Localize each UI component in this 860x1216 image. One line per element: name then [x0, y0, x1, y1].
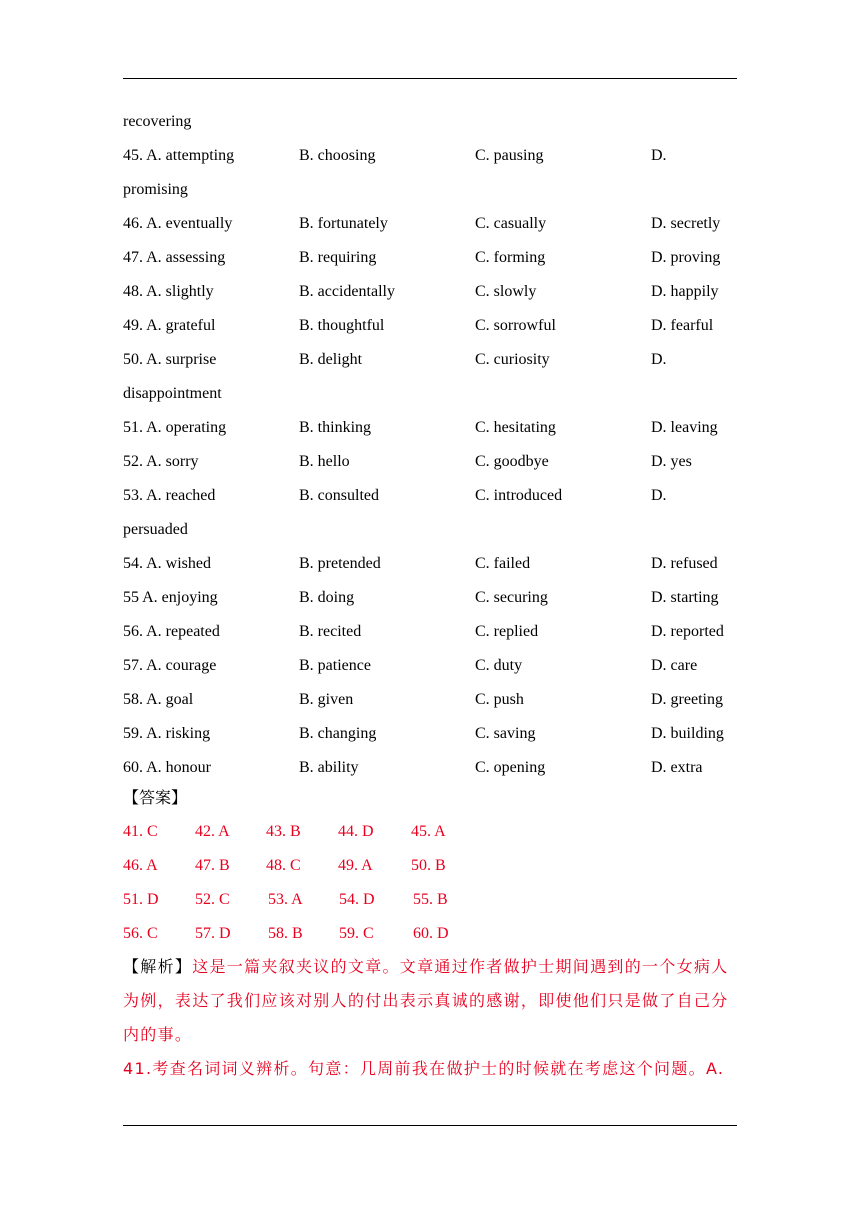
answer-item: 55. B: [413, 891, 448, 908]
answer-row: [123, 917, 743, 951]
option-d: D. greeting: [651, 691, 723, 708]
option-d: D. leaving: [651, 419, 718, 436]
question-row: [123, 581, 743, 615]
answer-item: 48. C: [266, 857, 301, 874]
option-b: B. accidentally: [299, 283, 395, 300]
option-a: 58. A. goal: [123, 691, 194, 708]
option-a: 57. A. courage: [123, 657, 217, 674]
option-c: C. hesitating: [475, 419, 556, 436]
option-b: B. choosing: [299, 147, 376, 164]
wrapped-option-text: promising: [123, 181, 188, 198]
question-row: [123, 547, 743, 581]
wrapped-option-text: disappointment: [123, 385, 222, 402]
answer-item: 58. B: [268, 925, 303, 942]
answer-item: 42. A: [195, 823, 230, 840]
option-a: 50. A. surprise: [123, 351, 217, 368]
option-c: C. pausing: [475, 147, 544, 164]
answer-item: 52. C: [195, 891, 230, 908]
answer-item: 51. D: [123, 891, 159, 908]
option-a: 47. A. assessing: [123, 249, 226, 266]
option-a: 54. A. wished: [123, 555, 211, 572]
answer-item: 46. A: [123, 857, 158, 874]
analysis-line-4: 41.考查名词词义辨析。句意：几周前我在做护士的时候就在考虑这个问题。A.: [123, 1059, 725, 1078]
answer-item: 59. C: [339, 925, 374, 942]
option-d: D. extra: [651, 759, 703, 776]
option-d: D. building: [651, 725, 724, 742]
answer-item: 57. D: [195, 925, 231, 942]
option-d: D. secretly: [651, 215, 721, 232]
question-row: [123, 649, 743, 683]
option-d: D. fearful: [651, 317, 714, 334]
question-row: [123, 411, 743, 445]
footer-rule: [123, 1125, 737, 1126]
option-b: B. fortunately: [299, 215, 388, 232]
question-row: [123, 751, 743, 785]
option-c: C. introduced: [475, 487, 563, 504]
option-d: D. proving: [651, 249, 721, 266]
option-c: C. failed: [475, 555, 531, 572]
option-c: C. forming: [475, 249, 546, 266]
question-row: [123, 717, 743, 751]
option-c: C. opening: [475, 759, 546, 776]
answer-header: 【答案】: [123, 788, 188, 807]
option-c: C. replied: [475, 623, 539, 640]
answer-item: 60. D: [413, 925, 449, 942]
option-b: B. requiring: [299, 249, 377, 266]
answer-item: 45. A: [411, 823, 446, 840]
question-row: [123, 615, 743, 649]
question-row: [123, 241, 743, 275]
answer-item: 53. A: [268, 891, 303, 908]
option-d: D.: [651, 487, 667, 504]
option-d: D. care: [651, 657, 698, 674]
option-d: D. happily: [651, 283, 719, 300]
option-b: B. ability: [299, 759, 359, 776]
answer-item: 44. D: [338, 823, 374, 840]
option-a: 48. A. slightly: [123, 283, 214, 300]
option-c: C. curiosity: [475, 351, 550, 368]
option-d: D. refused: [651, 555, 718, 572]
option-c: C. goodbye: [475, 453, 549, 470]
option-b: B. patience: [299, 657, 371, 674]
question-row: [123, 683, 743, 717]
option-a: 59. A. risking: [123, 725, 211, 742]
option-a: 45. A. attempting: [123, 147, 235, 164]
wrapped-option-text: persuaded: [123, 521, 188, 538]
option-b: B. thinking: [299, 419, 372, 436]
header-rule: [123, 78, 737, 79]
answer-item: 43. B: [266, 823, 301, 840]
option-d: D. reported: [651, 623, 724, 640]
option-b: B. delight: [299, 351, 363, 368]
option-d: D.: [651, 351, 667, 368]
option-a: 49. A. grateful: [123, 317, 216, 334]
intro-word: recovering: [123, 113, 192, 130]
option-c: C. casually: [475, 215, 547, 232]
analysis-line-2: 为例，表达了我们应该对别人的付出表示真诚的感谢，即使他们只是做了自己分: [123, 991, 729, 1010]
question-wrap-line: [123, 173, 743, 207]
option-b: B. doing: [299, 589, 355, 606]
question-row: [123, 207, 743, 241]
option-b: B. hello: [299, 453, 350, 470]
option-c: C. securing: [475, 589, 548, 606]
option-b: B. pretended: [299, 555, 381, 572]
answer-item: 47. B: [195, 857, 230, 874]
answer-row: [123, 883, 743, 917]
option-b: B. thoughtful: [299, 317, 385, 334]
option-d: D.: [651, 147, 667, 164]
question-row: [123, 139, 743, 173]
answer-item: 41. C: [123, 823, 158, 840]
option-b: B. consulted: [299, 487, 379, 504]
question-wrap-line: [123, 513, 743, 547]
option-d: D. yes: [651, 453, 692, 470]
analysis-line-1: 【解析】这是一篇夹叙夹议的文章。文章通过作者做护士期间遇到的一个女病人: [123, 957, 729, 976]
option-d: D. starting: [651, 589, 719, 606]
option-c: C. push: [475, 691, 524, 708]
answer-row: [123, 849, 743, 883]
option-c: C. slowly: [475, 283, 537, 300]
question-row: [123, 479, 743, 513]
question-row: [123, 275, 743, 309]
option-b: B. given: [299, 691, 354, 708]
option-b: B. recited: [299, 623, 362, 640]
question-row: [123, 445, 743, 479]
option-c: C. sorrowful: [475, 317, 556, 334]
option-a: 56. A. repeated: [123, 623, 220, 640]
option-a: 46. A. eventually: [123, 215, 233, 232]
option-a: 55 A. enjoying: [123, 589, 218, 606]
option-a: 53. A. reached: [123, 487, 216, 504]
question-wrap-line: [123, 377, 743, 411]
option-c: C. saving: [475, 725, 536, 742]
answer-row: [123, 815, 743, 849]
analysis-label: 【解析】: [123, 957, 193, 976]
analysis-line-3: 内的事。: [123, 1025, 193, 1044]
option-b: B. changing: [299, 725, 377, 742]
question-row: [123, 309, 743, 343]
question-row: [123, 343, 743, 377]
option-a: 51. A. operating: [123, 419, 227, 436]
answer-item: 50. B: [411, 857, 446, 874]
option-c: C. duty: [475, 657, 523, 674]
option-a: 52. A. sorry: [123, 453, 199, 470]
answer-item: 49. A: [338, 857, 373, 874]
option-a: 60. A. honour: [123, 759, 211, 776]
answer-item: 56. C: [123, 925, 158, 942]
answer-item: 54. D: [339, 891, 375, 908]
